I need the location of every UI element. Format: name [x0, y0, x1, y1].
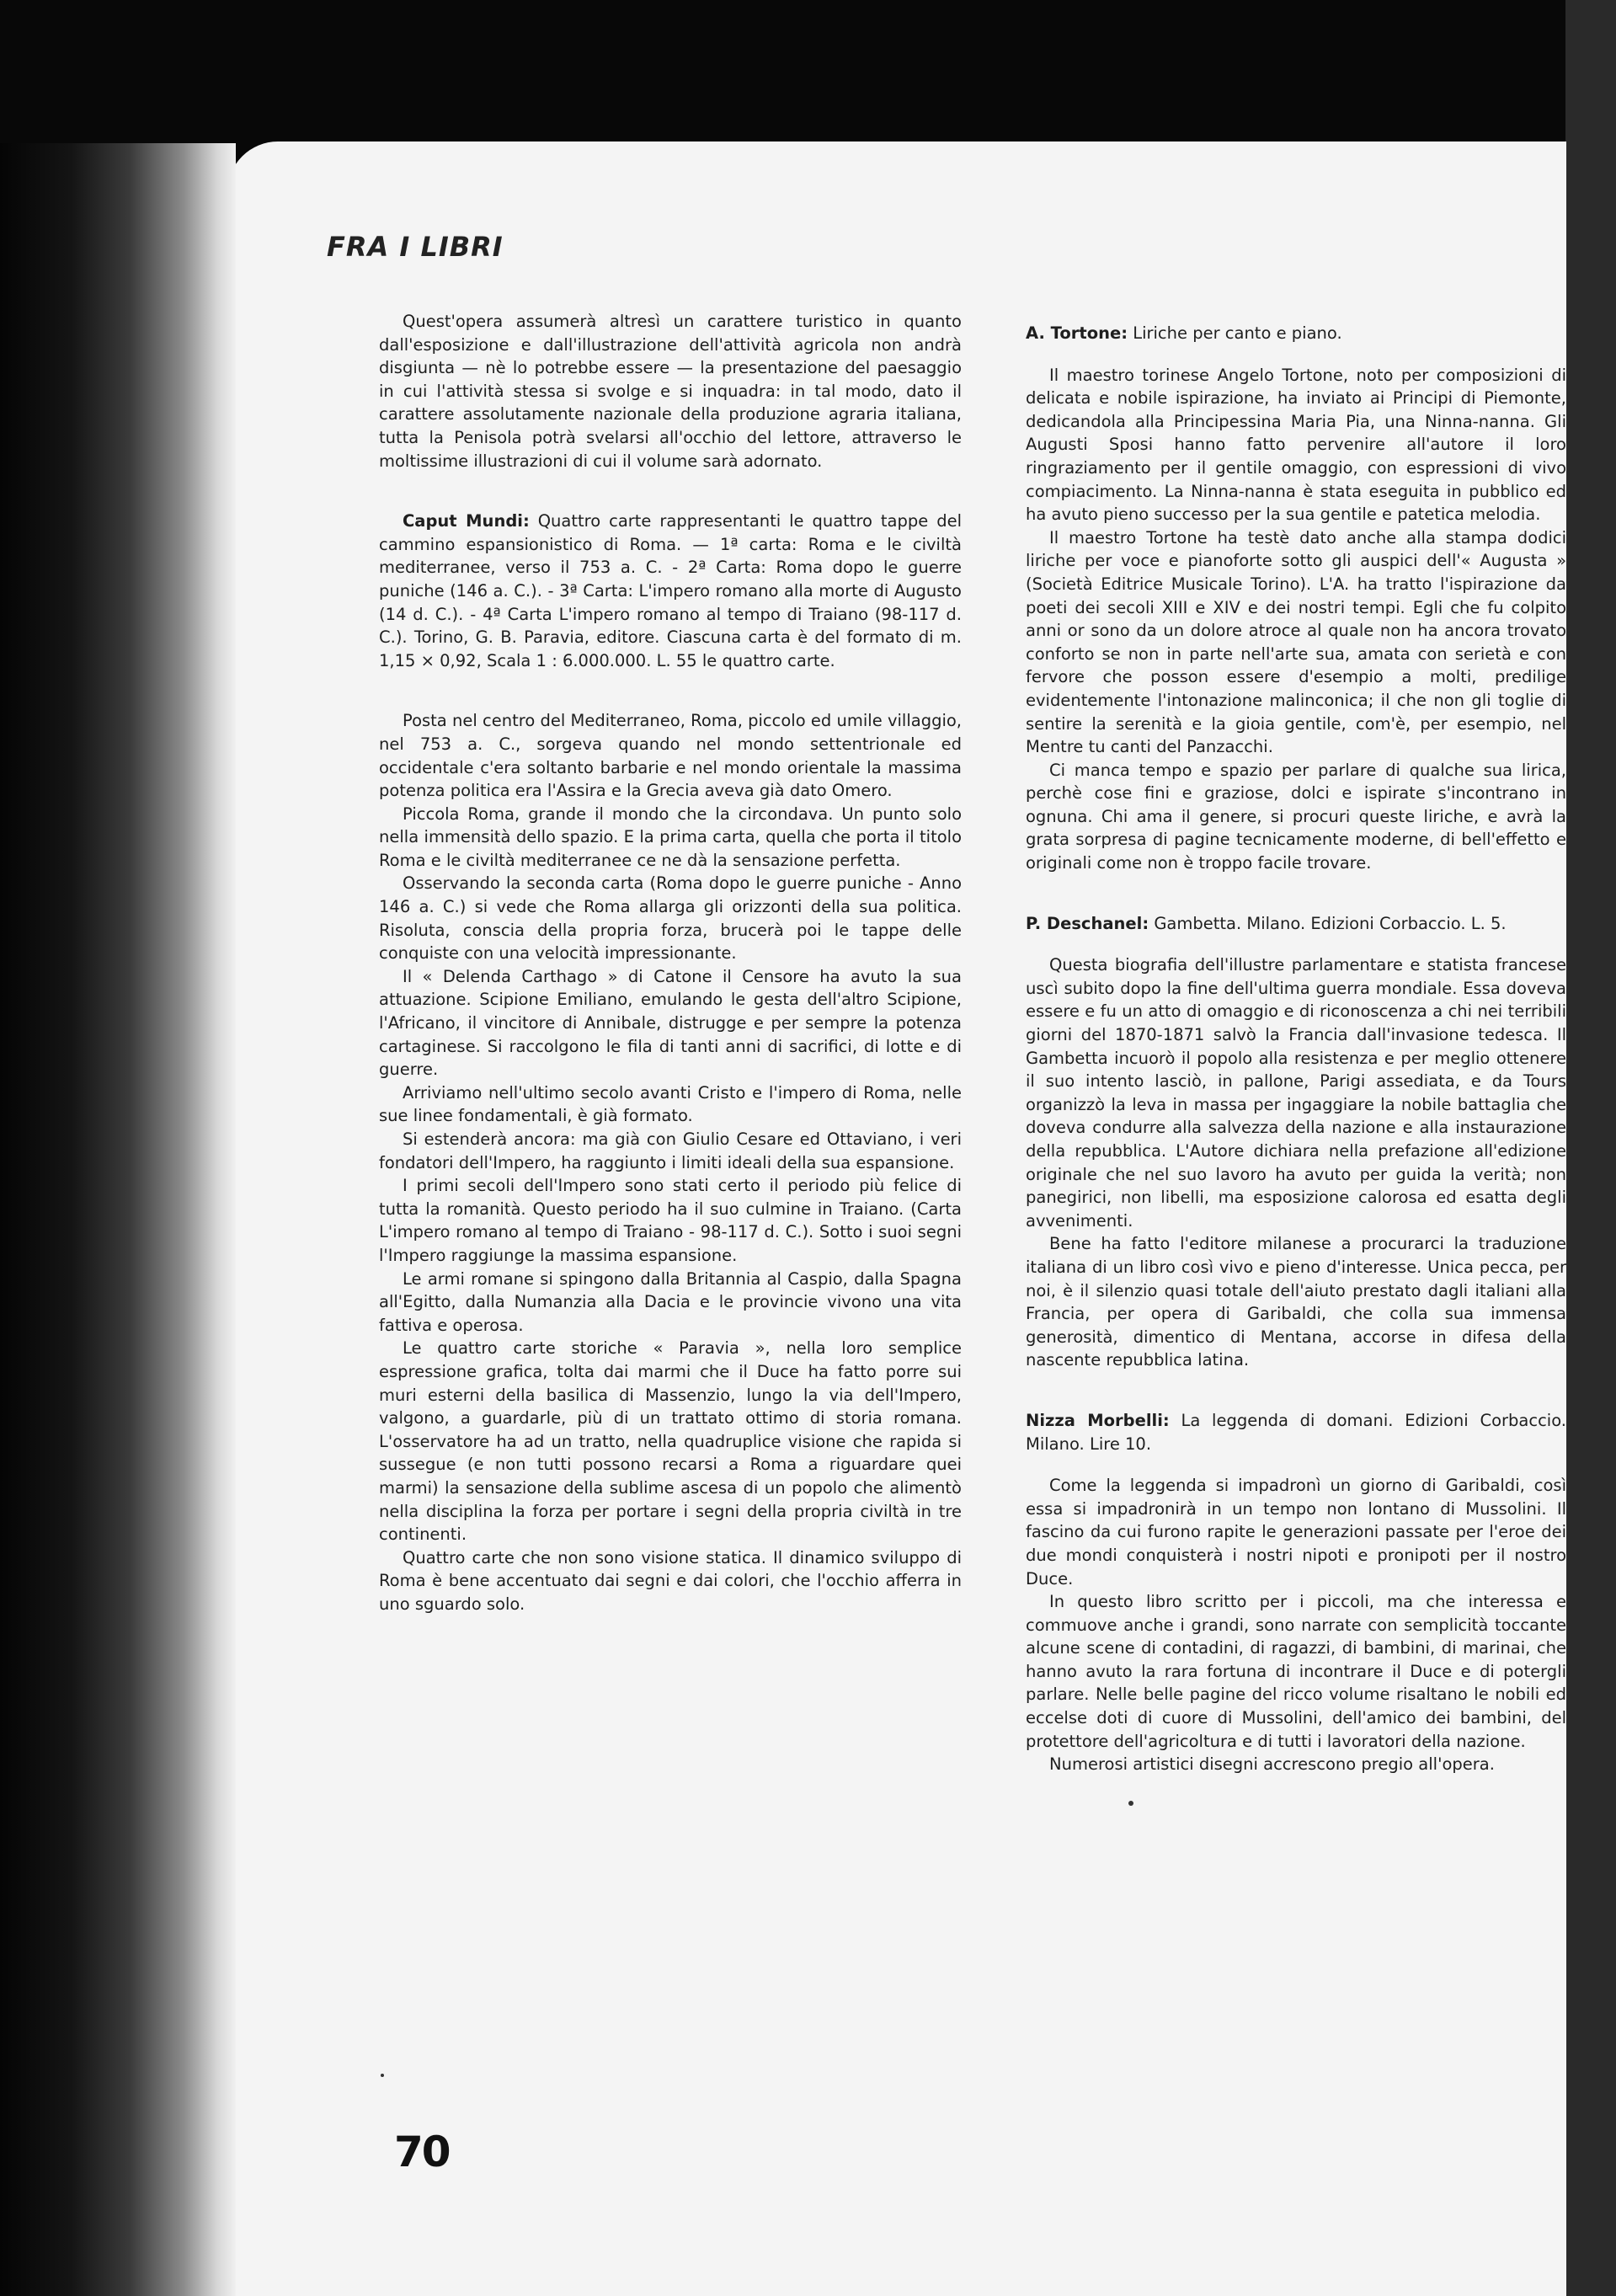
paragraph: Arriviamo nell'ultimo secolo avanti Cristo e l'impero di Roma, nelle sue linee fondamentali, è già formato. — [379, 1082, 962, 1126]
right-column — [1026, 322, 1566, 1776]
tortone-entry — [1026, 322, 1566, 345]
caput-mundi-bibliography: Quattro carte rappresentanti le quattro tappe del cammino espansionistico di Roma. — 1ª carta: Roma e le civiltà mediterranee, verso il 753 a. C. - 2ª Carta: Roma dopo le guerre puniche (146 a. C.). - 3ª Carta: L'impero romano alla morte di Augusto (14 d. C.). - 4ª Carta L'impero romano al tempo di Traiano (98-117 d. C.). Torino, G. B. Paravia, editore. Ciascuna carta è del formato di m. 1,15 × 0,92, Scala 1 : 6.000.000. L. 55 le quattro carte. — [379, 511, 962, 670]
left-column — [379, 310, 962, 1615]
section-header: FRA I LIBRI — [327, 231, 504, 263]
morbelli-bibliography: La leggenda di domani. Edizioni Corbaccio. Milano. Lire 10. — [1026, 1410, 1566, 1454]
paragraph: In questo libro scritto per i piccoli, ma che interessa e commuove anche i grandi, sono narrate con semplicità toccante alcune scene di contadini, di ragazzi, di bambini, di marinai, che hanno avuto la rara fortuna di incontrare il Duce e di potergli parlare. Nelle belle pagine del ricco volume risaltano le nobili ed eccelse doti di cuore di Mussolini, dell'amico dei bambini, del protettore dell'agricoltura e di tutti i lavoratori della nazione. — [1026, 1592, 1566, 1751]
paragraph: Posta nel centro del Mediterraneo, Roma, piccolo ed umile villaggio, nel 753 a. C., sorgeva quando nel mondo settentrionale ed occidentale c'era soltanto barbarie e nel mondo orientale la massima potenza politica era l'Assira e la Grecia aveva già dato Omero. — [379, 711, 962, 801]
paragraph: Quattro carte che non sono visione statica. Il dinamico sviluppo di Roma è bene accentuato dai segni e dai colori, che l'occhio afferra in uno sguardo solo. — [379, 1547, 962, 1614]
paragraph: I primi secoli dell'Impero sono stati certo il periodo più felice di tutta la romanità. Questo periodo ha il suo culmine in Traiano. (Carta L'impero romano al tempo di Traiano - 98-117 d. C.). Sotto i suoi segni l'Impero raggiunge la massima espansione. — [379, 1176, 962, 1265]
paragraph: Le quattro carte storiche « Paravia », nella loro semplice espressione grafica, tolta dai marmi che il Duce ha fatto porre sui muri esterni della basilica di Massenzio, lungo la via dell'Impero, valgono, a guardarle, più di un trattato ottimo di storia romana. L'osservatore ha ad un tratto, nella quadruplice visione che rapida si susseguе (e non tutti possono recarsi a Roma a riguardare quei marmi) la sensazione della sublime ascesa di un popolo che alimentò nella disciplina la forza per portare i segni della propria civiltà in tre continenti. — [379, 1338, 962, 1545]
caput-mundi-heading: Caput Mundi: — [403, 511, 530, 531]
paragraph: Le armi romane si spingono dalla Britannia al Caspio, dalla Spagna all'Egitto, dalla Numanzia alla Dacia e le provincie vivono una vita fattiva e operosa. — [379, 1268, 962, 1335]
caput-mundi-entry — [379, 510, 962, 672]
deschanel-bibliography: Gambetta. Milano. Edizioni Corbaccio. L. 5. — [1149, 913, 1507, 933]
paragraph: Come la leggenda si impadronì un giorno di Garibaldi, così essa si impadronirà in un tempo non lontano di Mussolini. Il fascino da cui furono rapite le generazioni passate per l'eroe dei due mondi conquisterà i nostri nipoti e pronipoti per il nostro Duce. — [1026, 1476, 1566, 1589]
print-speck — [1128, 1801, 1133, 1806]
tortone-bibliography: Liriche per canto e piano. — [1128, 323, 1342, 343]
paragraph: Ci manca tempo e spazio per parlare di qualche sua lirica, perchè cose fini e graziose, dolci e ispirate s'incontrano in ognuna. Chi ama il genere, si procuri queste liriche, e avrà la grata sorpresa di pagine tecnicamente moderne, di bell'effetto e originali come non è troppo facile trovare. — [1026, 760, 1566, 873]
morbelli-heading: Nizza Morbelli: — [1026, 1410, 1170, 1430]
print-speck — [381, 2074, 384, 2077]
paragraph: Si estenderà ancora: ma già con Giulio Cesare ed Ottaviano, i veri fondatori dell'Impero, ha raggiunto i limiti ideali della sua espansione. — [379, 1129, 962, 1172]
deschanel-entry — [1026, 912, 1566, 936]
intro-paragraph: Quest'opera assumerà altresì un carattere turistico in quanto dall'esposizione e dall'illustrazione dell'attività agricola non andrà disgiunta — nè lo potrebbe essere — la presentazione del paesaggio in cui l'attività stessa si svolge e si inquadra: in tal modo, dato il carattere assolutamente nazionale della produzione agraria italiana, tutta la Penisola potrà svelarsi all'occhio del lettore, attraverso le moltissime illustrazioni di cui il volume sarà adornato. — [379, 312, 962, 471]
deschanel-heading: P. Deschanel: — [1026, 913, 1149, 933]
book-spine-shadow — [0, 143, 236, 2296]
morbelli-entry — [1026, 1409, 1566, 1455]
paragraph: Bene ha fatto l'editore milanese a procurarci la traduzione italiana di un libro così vivo e pieno d'interesse. Unica pecca, per noi, è il silenzio quasi totale dell'aiuto prestato dagli italiani alla Francia, per opera di Garibaldi, che colla sua immensa generosità, dimentico di Mentana, accorse in difesa della nascente repubblica latina. — [1026, 1234, 1566, 1370]
paragraph: Questa biografia dell'illustre parlamentare e statista francese uscì subito dopo la fine dell'ultima guerra mondiale. Essa doveva essere e fu un atto di omaggio e di riconoscenza a chi nei terribili giorni del 1870-1871 salvò la Francia dall'invasione tedesca. Il Gambetta incuorò il popolo alla resistenza e per meglio ottenere il suo intento lasciò, in pallone, Parigi assediata, e da Tours organizzò la leva in massa per ingaggiare la nobile battaglia che doveva condurre alla salvezza della nazione e alla instaurazione della repubblica. L'Autore dichiara nella prefazione all'edizione originale che nel suo lavoro ha avuto per guida la verità; non panegirici, non libelli, ma esposizione calorosa ed esatta degli avvenimenti. — [1026, 955, 1566, 1231]
paragraph: Il « Delenda Carthago » di Catone il Censore ha avuto la sua attuazione. Scipione Emiliano, emulando le gesta dell'altro Scipione, l'Africano, il vincitore di Annibale, distrugge e per sempre la potenza cartaginese. Si raccolgono le fila di tanti anni di sacrifici, di lotte e di guerre. — [379, 966, 962, 1080]
tortone-heading: A. Tortone: — [1026, 323, 1128, 343]
paragraph: Numerosi artistici disegni accrescono pregio all'opera. — [1049, 1754, 1495, 1775]
scan-right-edge — [1565, 0, 1616, 2296]
paragraph: Piccola Roma, grande il mondo che la circondava. Un punto solo nella immensità dello spazio. E la prima carta, quella che porta il titolo Roma e le civiltà mediterranee ce ne dà la sensazione perfetta. — [379, 804, 962, 870]
paragraph: Osservando la seconda carta (Roma dopo le guerre puniche - Anno 146 a. C.) si vede che Roma allarga gli orizzonti della sua politica. Risoluta, conscia della propria forza, brucerà poi le tappe delle conquiste con una velocità impressionante. — [379, 873, 962, 964]
paragraph: Il maestro Tortone ha testè dato anche alla stampa dodici liriche per voce e pianoforte sotto gli auspici dell'« Augusta » (Società Editrice Musicale Torino). L'A. ha tratto l'ispirazione da poeti dei secoli XIII e XIV e dei nostri tempi. Egli che fu colpito anni or sono da un dolore atroce al quale non ha ancora trovato conforto se non in parte nell'arte sua, amata con serietà e con fervore che posson essere d'esempio a molti, predilige evidentemente l'intonazione malinconica; il che non gli toglie di sentire la serenità e la gioia gentile, com'è, per esempio, nel Mentre tu canti del Panzacchi. — [1026, 527, 1566, 757]
page-number: 70 — [394, 2128, 450, 2176]
paragraph: Il maestro torinese Angelo Tortone, noto per composizioni di delicata e nobile ispirazione, ha inviato ai Principi di Piemonte, dedicandola alla Principessina Maria Pia, una Ninna-nanna. Gli Augusti Sposi hanno fatto pervenire all'autore il loro ringraziamento per il gentile omaggio, con espressioni di vivo compiacimento. La Ninna-nanna è stata eseguita in pubblico ed ha avuto pieno successo per la sua gentile e patetica melodia. — [1026, 365, 1566, 525]
